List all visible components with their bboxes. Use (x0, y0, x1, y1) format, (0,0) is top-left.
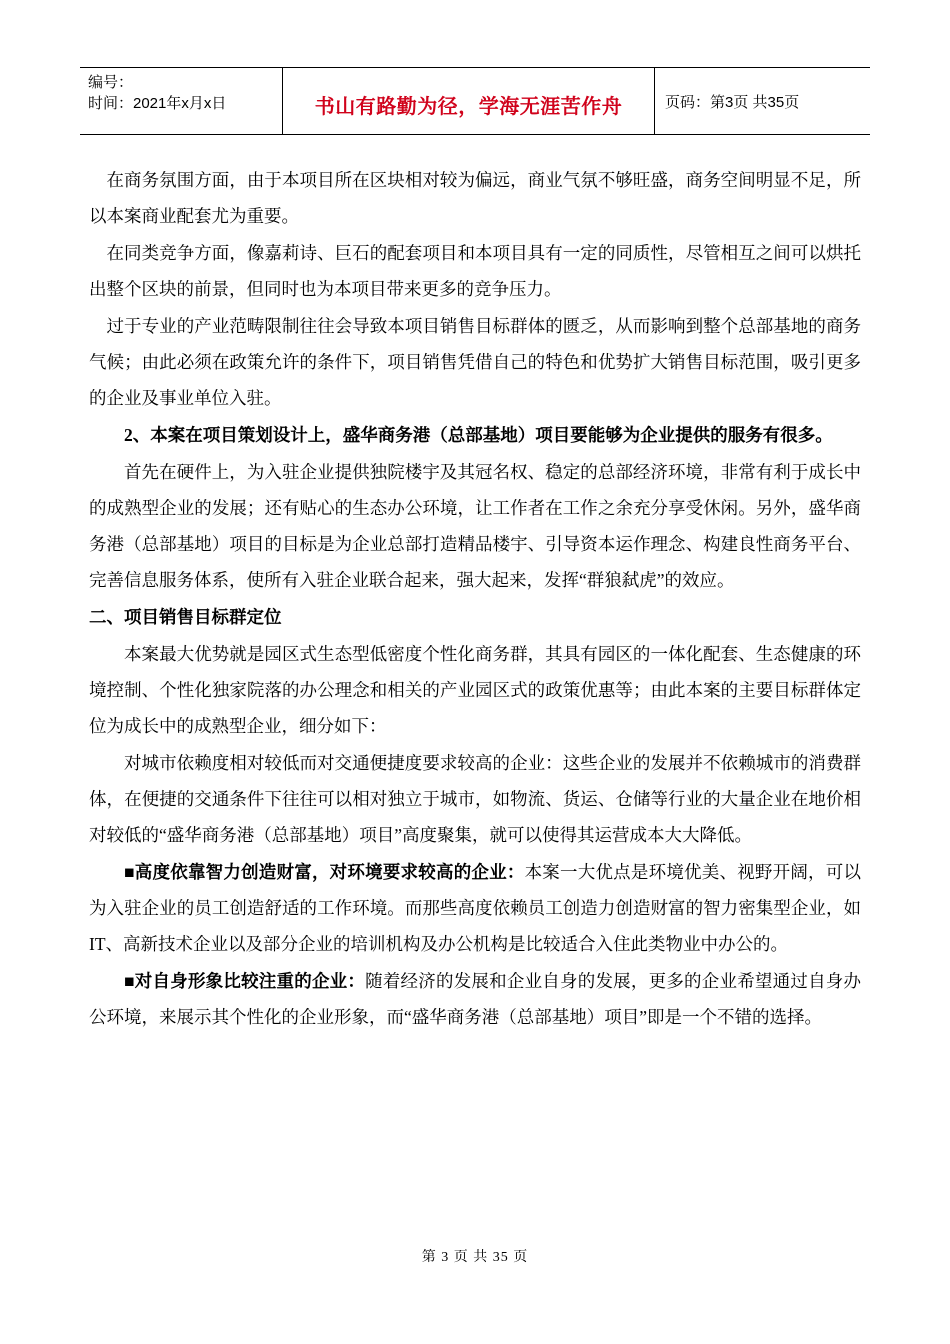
bullet-image-enterprises (89, 963, 861, 1035)
document-body (89, 162, 861, 1036)
header-motto: 书山有路勤为径，学海无涯苦作舟 (314, 95, 623, 118)
paragraph-industry-limit: 过于专业的产业范畴限制往往会导致本项目销售目标群体的匮乏，从而影响到整个总部基地的商务气候；由此必须在政策允许的条件下，项目销售凭借自己的特色和优势扩大销售目标范围，吸引更多的企业及事业单位入驻。 (89, 316, 861, 408)
bullet-lead: ■对自身形象比较注重的企业： (124, 971, 366, 991)
number-label: 编号： (88, 74, 134, 91)
paragraph-transport-enterprises: 对城市依赖度相对较低而对交通便捷度要求较高的企业：这些企业的发展并不依赖城市的消费群体，在便捷的交通条件下往往可以相对独立于城市，如物流、货运、仓储等行业的大量企业在地价相对较低的“盛华商务港（总部基地）项目”高度聚集，就可以使得其运营成本大大降低。 (89, 753, 861, 845)
bullet-text: 本案一大优点是环境优美、视野开阔，可以为入驻企业的员工创造舒适的工作环境。而那些高度依赖员工创造力创造财富的智力密集型企业，如IT、高新技术企业以及部分企业的培训机构及办公机构是比较适合入住此类物业中办公的。 (89, 862, 861, 954)
section-heading-target-group: 二、项目销售目标群定位 (89, 607, 282, 627)
bullet-lead: ■高度依靠智力创造财富，对环境要求较高的企业： (124, 862, 525, 882)
paragraph-hardware: 首先在硬件上，为入驻企业提供独院楼宇及其冠名权、稳定的总部经济环境，非常有利于成长中的成熟型企业的发展；还有贴心的生态办公环境，让工作者在工作之余充分享受休闲。另外，盛华商务港（总部基地）项目的目标是为企业总部打造精品楼宇、引导资本运作理念、构建良性商务平台、完善信息服务体系，使所有入驻企业联合起来，强大起来，发挥“群狼弑虎”的效应。 (89, 462, 861, 590)
header-motto-cell (283, 68, 655, 134)
time-label: 时间：2021年x月x日 (88, 95, 227, 112)
page-footer: 第 3 页 共 35 页 (421, 1250, 529, 1265)
section-heading-services: 2、本案在项目策划设计上，盛华商务港（总部基地）项目要能够为企业提供的服务有很多。 (124, 425, 833, 445)
paragraph-competition: 在同类竞争方面，像嘉莉诗、巨石的配套项目和本项目具有一定的同质性，尽管相互之间可以烘托出整个区块的前景，但同时也为本项目带来更多的竞争压力。 (89, 243, 861, 299)
header-meta (80, 68, 283, 134)
bullet-intellectual-enterprises (89, 854, 861, 962)
bullet-text: 随着经济的发展和企业自身的发展，更多的企业希望通过自身办公环境，来展示其个性化的企业形象，而“盛华商务港（总部基地）项目”即是一个不错的选择。 (89, 971, 861, 1027)
header-page-info: 页码：第3页 共35页 (665, 93, 800, 111)
page-header (80, 67, 870, 135)
paragraph-advantage: 本案最大优势就是园区式生态型低密度个性化商务群，其具有园区的一体化配套、生态健康的环境控制、个性化独家院落的办公理念和相关的产业园区式的政策优惠等；由此本案的主要目标群体定位为成长中的成熟型企业，细分如下： (89, 644, 861, 736)
paragraph-business-atmosphere: 在商务氛围方面，由于本项目所在区块相对较为偏远，商业气氛不够旺盛，商务空间明显不足，所以本案商业配套尤为重要。 (89, 170, 861, 226)
